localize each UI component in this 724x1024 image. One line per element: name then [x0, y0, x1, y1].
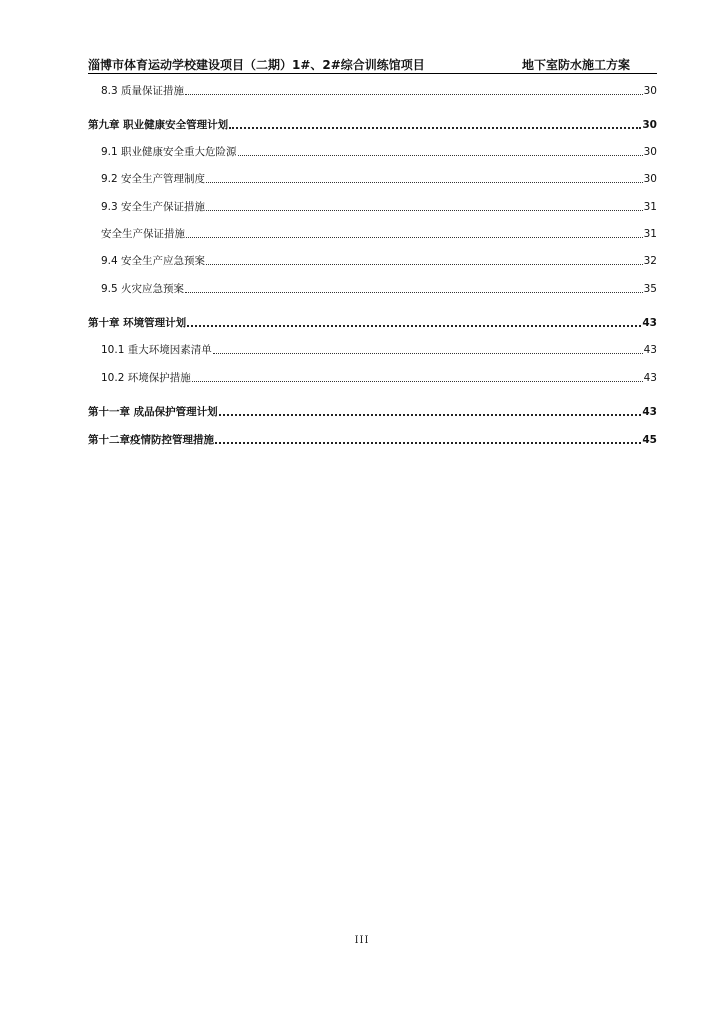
toc-leader-dots [206, 209, 643, 211]
toc-entry-page: 43 [642, 406, 657, 418]
toc-entry-page: 35 [643, 283, 657, 295]
toc-entry[interactable] [88, 282, 657, 296]
toc-entry-label: 9.1 职业健康安全重大危险源 [101, 146, 237, 158]
toc-leader-dots [213, 352, 643, 354]
toc-entry[interactable] [88, 145, 657, 159]
toc-entry[interactable] [88, 84, 657, 98]
toc-leader-dots [215, 441, 641, 444]
toc-entry[interactable] [88, 200, 657, 214]
toc-entry-label: 9.5 火灾应急预案 [101, 283, 185, 295]
toc-leader-dots [187, 324, 641, 327]
toc-entry-label: 第九章 职业健康安全管理计划 [88, 119, 229, 131]
toc-leader-dots [206, 263, 643, 265]
toc-entry-label: 9.4 安全生产应急预案 [101, 255, 206, 267]
toc-entry-page: 30 [643, 85, 657, 97]
toc-entry-page: 30 [643, 146, 657, 158]
toc-entry-page: 31 [643, 228, 657, 240]
toc-entry-page: 45 [642, 434, 657, 446]
toc-entry[interactable] [88, 172, 657, 186]
toc-entry-page: 31 [643, 201, 657, 213]
toc-entry[interactable] [88, 371, 657, 385]
page-header [88, 55, 657, 74]
toc-leader-dots [238, 154, 643, 156]
page-number: III [354, 935, 370, 946]
toc-entry-label: 第十二章疫情防控管理措施 [88, 434, 214, 446]
toc-entry-label: 8.3 质量保证措施 [101, 85, 185, 97]
toc-entry-label: 安全生产保证措施 [101, 228, 185, 240]
toc-entry-page: 30 [642, 119, 657, 131]
toc-entry-label: 10.1 重大环境因素清单 [101, 344, 212, 356]
header-document-title: 地下室防水施工方案 [521, 58, 630, 72]
toc-entry-label: 第十章 环境管理计划 [88, 317, 187, 329]
toc-entry-page: 30 [643, 173, 657, 185]
toc-entry-label: 10.2 环境保护措施 [101, 372, 191, 384]
toc-chapter-entry[interactable] [88, 433, 657, 447]
toc-chapter-entry[interactable] [88, 405, 657, 419]
toc-entry-label: 9.3 安全生产保证措施 [101, 201, 206, 213]
toc-entry-page: 32 [643, 255, 657, 267]
toc-entry-label: 第十一章 成品保护管理计划 [88, 406, 218, 418]
toc-entry-page: 43 [643, 372, 657, 384]
toc-entry-page: 43 [642, 317, 657, 329]
toc-leader-dots [192, 380, 643, 382]
toc-entry-label: 9.2 安全生产管理制度 [101, 173, 206, 185]
toc-entry[interactable] [88, 343, 657, 357]
toc-leader-dots [229, 126, 641, 129]
toc-entry[interactable] [88, 227, 657, 241]
toc-leader-dots [186, 236, 643, 238]
header-project-title: 淄博市体育运动学校建设项目（二期）1#、2#综合训练馆项目 [88, 58, 425, 72]
toc-chapter-entry[interactable] [88, 118, 657, 132]
toc-leader-dots [219, 413, 642, 416]
toc-chapter-entry[interactable] [88, 316, 657, 330]
toc-leader-dots [185, 291, 643, 293]
toc-leader-dots [206, 181, 643, 183]
toc-entry-page: 43 [643, 344, 657, 356]
toc-leader-dots [185, 93, 643, 95]
toc-entry[interactable] [88, 254, 657, 268]
